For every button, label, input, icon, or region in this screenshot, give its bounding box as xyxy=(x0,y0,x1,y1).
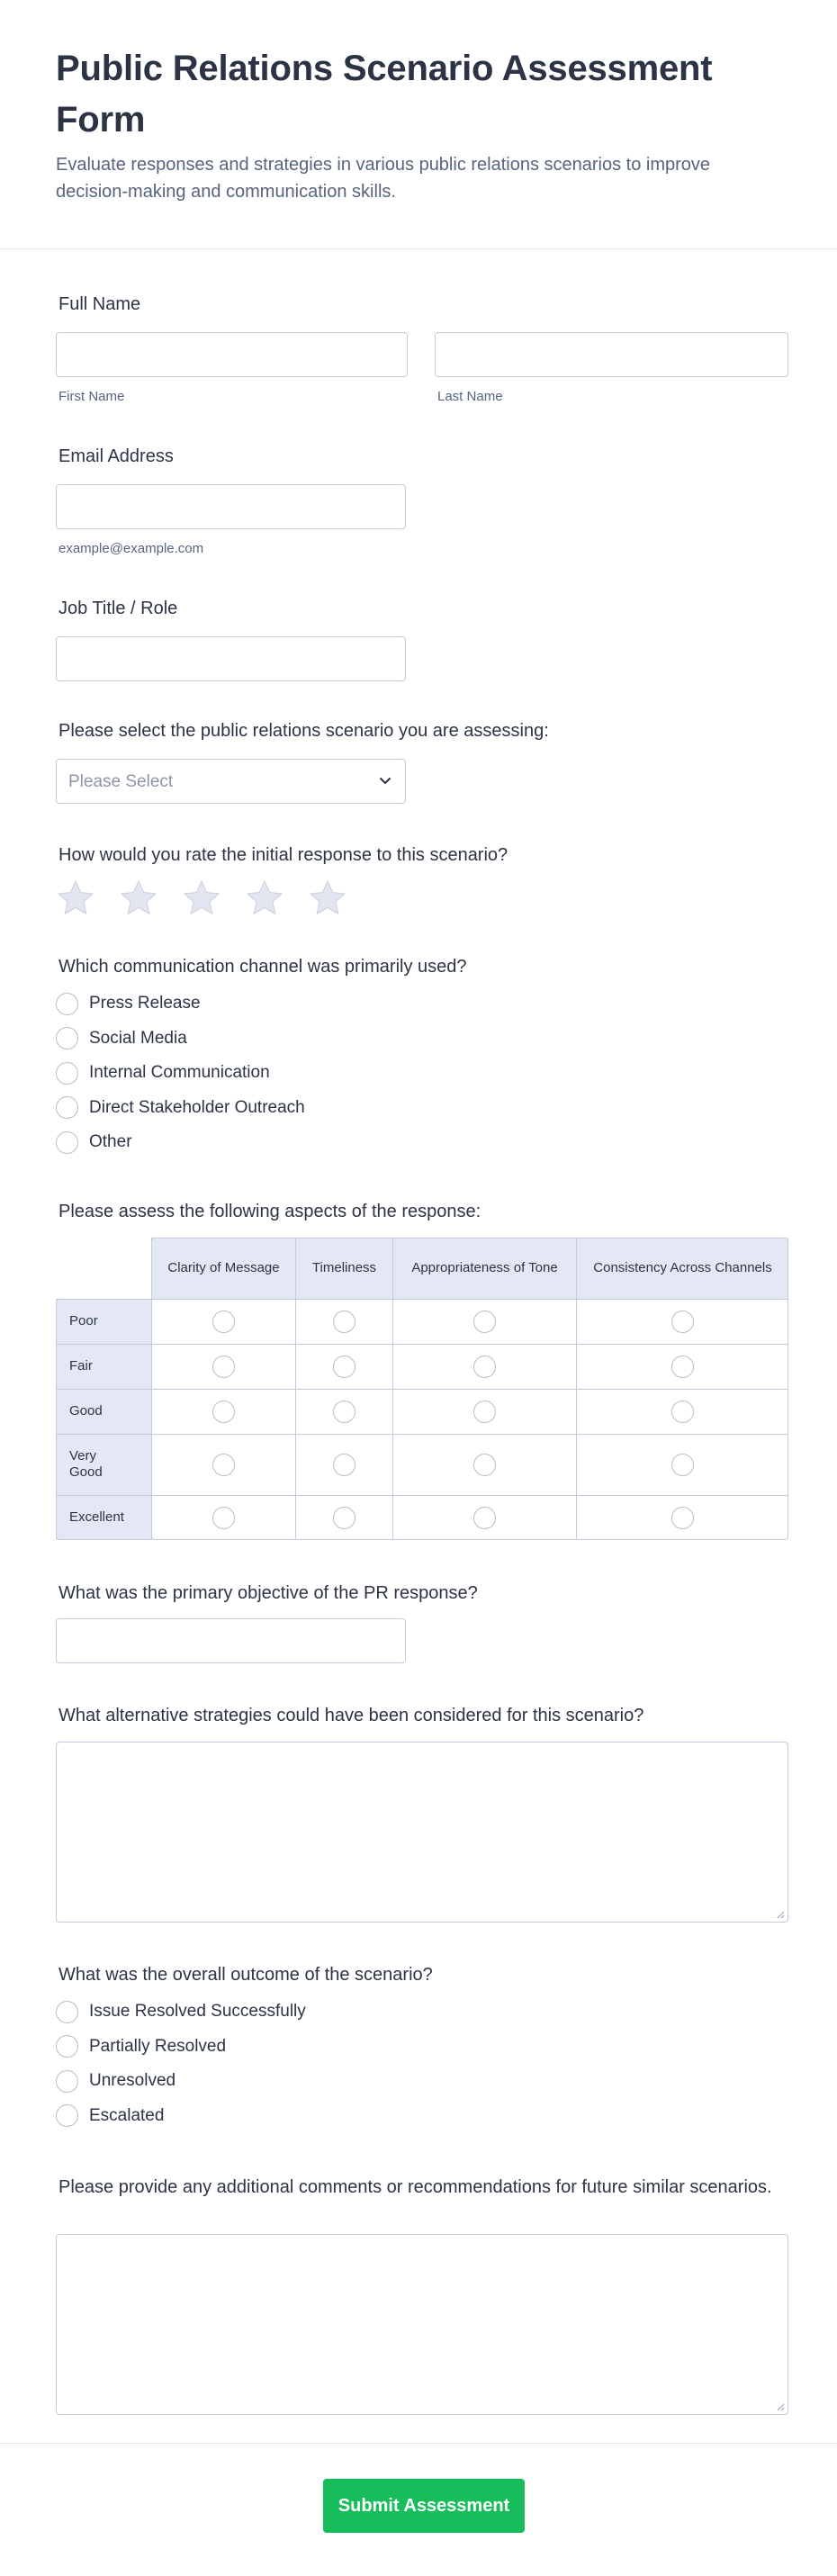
form-header xyxy=(0,0,837,249)
scenario-select-field xyxy=(56,719,788,809)
job-title-field xyxy=(56,597,788,687)
email-field xyxy=(56,445,788,562)
matrix-radio[interactable] xyxy=(212,1356,235,1378)
matrix-radio[interactable] xyxy=(212,1401,235,1423)
matrix-cell xyxy=(576,1495,788,1540)
matrix-column-divider xyxy=(392,1238,393,1540)
chevron-down-icon xyxy=(376,771,394,789)
email-label: Email Address xyxy=(58,446,174,466)
page-title: Public Relations Scenario Assessment Form xyxy=(56,49,713,140)
matrix-column-header: Clarity of Message xyxy=(151,1238,295,1299)
email-input[interactable] xyxy=(56,484,406,529)
matrix-cell xyxy=(576,1299,788,1344)
form-footer xyxy=(0,2443,837,2576)
channel-option-label: Other xyxy=(89,1132,132,1151)
objective-label: What was the primary objective of the PR response? xyxy=(58,1583,478,1603)
matrix-cell xyxy=(151,1299,295,1344)
matrix-row-header: Excellent xyxy=(56,1495,151,1540)
matrix-radio[interactable] xyxy=(212,1507,235,1529)
matrix-radio[interactable] xyxy=(212,1454,235,1476)
outcome-option[interactable] xyxy=(56,2067,176,2094)
matrix-radio[interactable] xyxy=(333,1454,356,1476)
outcome-field xyxy=(56,1963,788,2143)
star-rating[interactable] xyxy=(56,878,371,918)
matrix-column-header: Appropriateness of Tone xyxy=(392,1238,576,1299)
matrix-radio[interactable] xyxy=(473,1507,496,1529)
matrix-column-divider xyxy=(151,1238,152,1540)
comments-field xyxy=(56,2175,788,2445)
outcome-option-label: Unresolved xyxy=(89,2071,176,2090)
matrix-column-header: Timeliness xyxy=(295,1238,392,1299)
channel-option-label: Social Media xyxy=(89,1028,187,1048)
matrix-radio[interactable] xyxy=(671,1401,694,1423)
matrix-radio[interactable] xyxy=(333,1401,356,1423)
full-name-label: Full Name xyxy=(58,294,141,314)
channel-option[interactable] xyxy=(56,1025,187,1052)
matrix-cell xyxy=(295,1389,392,1434)
matrix-radio[interactable] xyxy=(473,1311,496,1333)
email-sublabel: example@example.com xyxy=(58,541,204,556)
matrix-cell xyxy=(392,1495,576,1540)
star-icon[interactable] xyxy=(182,878,221,918)
matrix-cell xyxy=(295,1495,392,1540)
star-icon[interactable] xyxy=(56,878,95,918)
outcome-option-label: Partially Resolved xyxy=(89,2036,227,2056)
matrix-radio[interactable] xyxy=(212,1311,235,1333)
channel-radio[interactable] xyxy=(56,1131,78,1154)
outcome-radio[interactable] xyxy=(56,2104,78,2127)
scenario-select[interactable] xyxy=(56,759,406,804)
alternatives-field xyxy=(56,1704,788,1929)
matrix-cell xyxy=(151,1389,295,1434)
rating-label: How would you rate the initial response to this scenario? xyxy=(58,845,508,865)
matrix-row-divider xyxy=(56,1389,788,1390)
matrix-row-divider xyxy=(56,1344,788,1345)
channel-field xyxy=(56,955,788,1162)
outcome-option[interactable] xyxy=(56,1998,306,2025)
matrix-radio[interactable] xyxy=(473,1401,496,1423)
outcome-option-label: Escalated xyxy=(89,2105,165,2125)
outcome-option[interactable] xyxy=(56,2033,226,2060)
last-name-input[interactable] xyxy=(435,332,788,377)
matrix-radio[interactable] xyxy=(473,1356,496,1378)
matrix-cell xyxy=(576,1344,788,1389)
outcome-radio[interactable] xyxy=(56,2001,78,2023)
matrix-cell xyxy=(295,1434,392,1495)
matrix-column-header: Consistency Across Channels xyxy=(576,1238,788,1299)
star-icon[interactable] xyxy=(308,878,347,918)
channel-label: Which communication channel was primarily used? xyxy=(58,957,467,977)
channel-option-label: Internal Communication xyxy=(89,1063,270,1082)
channel-radio[interactable] xyxy=(56,1096,78,1119)
channel-option[interactable] xyxy=(56,1094,305,1121)
outcome-radio[interactable] xyxy=(56,2035,78,2058)
matrix-row-divider xyxy=(56,1495,788,1496)
outcome-label: What was the overall outcome of the scenario? xyxy=(58,1965,433,1985)
matrix-radio[interactable] xyxy=(473,1454,496,1476)
last-name-sublabel: Last Name xyxy=(437,389,503,404)
resize-grip-icon[interactable] xyxy=(776,1910,785,1919)
matrix-column-divider xyxy=(295,1238,296,1540)
matrix-radio[interactable] xyxy=(333,1311,356,1333)
channel-radio[interactable] xyxy=(56,993,78,1015)
channel-option-label: Direct Stakeholder Outreach xyxy=(89,1097,305,1117)
matrix-cell xyxy=(295,1299,392,1344)
channel-option[interactable] xyxy=(56,990,201,1017)
submit-button[interactable]: Submit Assessment xyxy=(323,2479,525,2533)
full-name-field xyxy=(56,293,788,410)
matrix-radio[interactable] xyxy=(671,1507,694,1529)
matrix-row-header: Good xyxy=(56,1389,151,1434)
page-subtitle: Evaluate responses and strategies in various public relations scenarios to improve decision-making and communication skills. xyxy=(56,155,711,202)
matrix-cell xyxy=(151,1495,295,1540)
star-icon[interactable] xyxy=(245,878,284,918)
matrix-radio[interactable] xyxy=(671,1311,694,1333)
rating-field xyxy=(56,843,788,924)
first-name-sublabel: First Name xyxy=(58,389,125,404)
channel-option[interactable] xyxy=(56,1129,132,1156)
matrix-row-header: Fair xyxy=(56,1344,151,1389)
matrix-field xyxy=(56,1200,788,1542)
matrix-column-divider xyxy=(576,1238,577,1540)
job-title-input[interactable] xyxy=(56,636,406,681)
matrix-radio[interactable] xyxy=(333,1507,356,1529)
matrix-label: Please assess the following aspects of the response: xyxy=(58,1202,482,1221)
channel-option-label: Press Release xyxy=(89,994,201,1013)
comments-label: Please provide any additional comments or recommendations for future similar scenarios. xyxy=(58,2177,772,2197)
channel-radio[interactable] xyxy=(56,1062,78,1085)
alternatives-textarea[interactable] xyxy=(56,1742,788,1923)
matrix-cell xyxy=(151,1434,295,1495)
objective-field xyxy=(56,1581,788,1671)
assessment-matrix xyxy=(56,1238,788,1542)
outcome-option-label: Issue Resolved Successfully xyxy=(89,2002,306,2021)
matrix-radio[interactable] xyxy=(671,1454,694,1476)
outcome-radio[interactable] xyxy=(56,2070,78,2093)
star-icon[interactable] xyxy=(119,878,158,918)
matrix-row-header: Poor xyxy=(56,1299,151,1344)
matrix-cell xyxy=(576,1389,788,1434)
matrix-cell xyxy=(295,1344,392,1389)
scenario-select-label: Please select the public relations scenario you are assessing: xyxy=(58,721,549,741)
first-name-input[interactable] xyxy=(56,332,408,377)
channel-radio[interactable] xyxy=(56,1027,78,1049)
matrix-cell xyxy=(392,1434,576,1495)
alternatives-label: What alternative strategies could have been considered for this scenario? xyxy=(58,1706,644,1725)
matrix-cell xyxy=(576,1434,788,1495)
matrix-cell xyxy=(151,1344,295,1389)
matrix-row-divider xyxy=(56,1299,788,1300)
matrix-cell xyxy=(392,1389,576,1434)
channel-option[interactable] xyxy=(56,1059,270,1086)
matrix-row-header: Very Good xyxy=(56,1434,151,1495)
matrix-cell xyxy=(392,1344,576,1389)
resize-grip-icon[interactable] xyxy=(776,2402,785,2411)
outcome-option[interactable] xyxy=(56,2103,164,2130)
scenario-select-placeholder: Please Select xyxy=(68,772,174,791)
matrix-row-divider xyxy=(56,1434,788,1435)
objective-input[interactable] xyxy=(56,1618,406,1663)
job-title-label: Job Title / Role xyxy=(58,599,178,618)
matrix-cell xyxy=(392,1299,576,1344)
matrix-radio[interactable] xyxy=(671,1356,694,1378)
matrix-radio[interactable] xyxy=(333,1356,356,1378)
comments-textarea[interactable] xyxy=(56,2234,788,2415)
